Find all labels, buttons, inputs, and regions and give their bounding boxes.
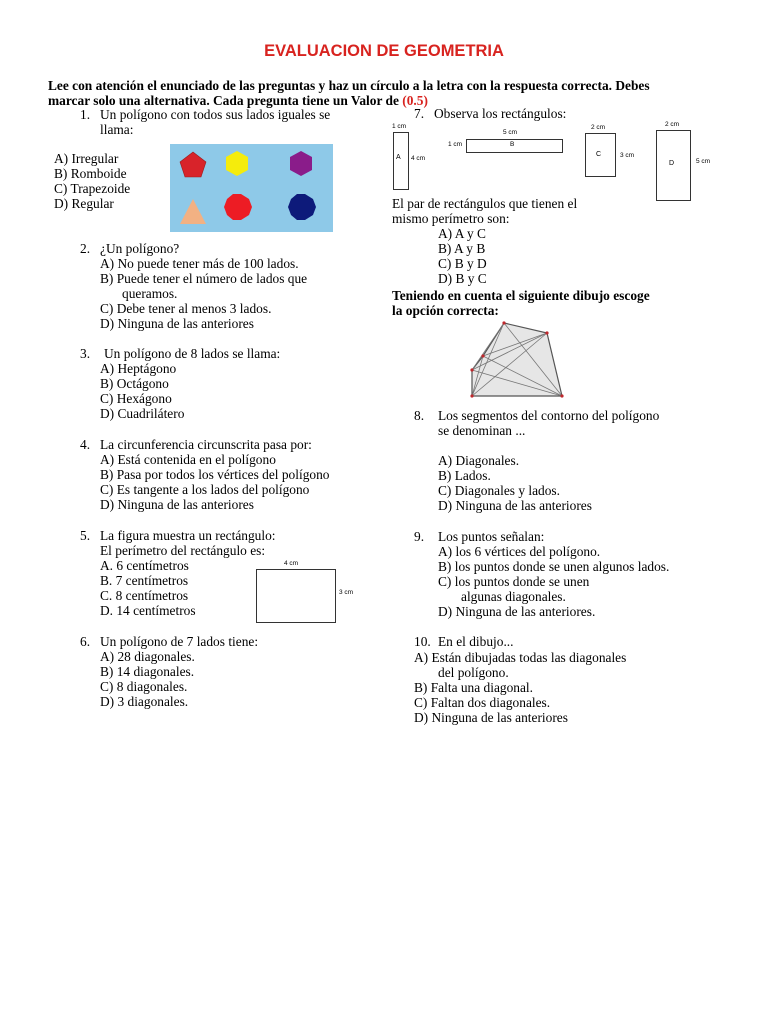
q10-number: 10. (414, 634, 431, 649)
q5-text-line-1: La figura muestra un rectángulo: (100, 528, 276, 543)
q10-option-d[interactable]: D) Ninguna de las anteriores (414, 710, 568, 725)
q2-text: ¿Un polígono? (100, 241, 180, 256)
q3-number: 3. (80, 346, 91, 361)
q10-option-b[interactable]: B) Falta una diagonal. (414, 680, 533, 695)
q1-text-line-1: Un polígono con todos sus lados iguales se (100, 107, 331, 122)
q7-text-line-1: El par de rectángulos que tienen el (392, 196, 578, 211)
q6-option-a[interactable]: A) 28 diagonales. (100, 649, 195, 664)
q7-number: 7. (414, 106, 425, 121)
vertex-point-3 (560, 394, 563, 397)
q7-option-d[interactable]: D) B y C (438, 271, 487, 286)
drawing-instruction-line-2: la opción correcta: (392, 303, 499, 318)
page-title: EVALUACION DE GEOMETRIA (264, 42, 504, 60)
q6-option-d[interactable]: D) 3 diagonales. (100, 694, 189, 709)
q1-option-a[interactable]: A) Irregular (54, 151, 119, 166)
q1-option-d[interactable]: D) Regular (54, 196, 114, 211)
q3-option-a[interactable]: A) Heptágono (100, 361, 177, 376)
rectangle-c-letter: C (596, 151, 602, 158)
q5-option-c[interactable]: C. 8 centímetros (100, 588, 189, 603)
q10-option-a-continued: del polígono. (438, 665, 509, 680)
rectangle-d-height-label: 5 cm (696, 158, 711, 165)
polygon-shapes-figure (170, 144, 333, 232)
q6-text: Un polígono de 7 lados tiene: (100, 634, 259, 649)
vertex-point-6 (481, 354, 484, 357)
q5-option-a[interactable]: A. 6 centímetros (100, 558, 189, 573)
vertex-point-4 (470, 394, 473, 397)
q9-option-c-continued: algunas diagonales. (461, 589, 566, 604)
q7-option-c[interactable]: C) B y D (438, 256, 487, 271)
q3-option-b[interactable]: B) Octágono (100, 376, 169, 391)
q8-option-c[interactable]: C) Diagonales y lados. (438, 483, 560, 498)
q1-option-c[interactable]: C) Trapezoide (54, 181, 131, 196)
q8-option-a[interactable]: A) Diagonales. (438, 453, 520, 468)
q8-text-line-1: Los segmentos del contorno del polígono (438, 408, 660, 423)
q10-text: En el dibujo... (438, 634, 514, 649)
drawing-instruction-line-1: Teniendo en cuenta el siguiente dibujo escoge (392, 288, 650, 303)
q1-text-line-2: llama: (100, 122, 134, 137)
q9-option-c[interactable]: C) los puntos donde se unen (438, 574, 590, 589)
q8-number: 8. (414, 408, 425, 423)
rectangle-c-width-label: 2 cm (591, 124, 606, 131)
q9-option-a[interactable]: A) los 6 vértices del polígono. (438, 544, 601, 559)
rectangle-b-width-label: 5 cm (503, 129, 518, 136)
rectangle-d-letter: D (669, 160, 675, 167)
q3-text: Un polígono de 8 lados se llama: (104, 346, 281, 361)
q1-number: 1. (80, 107, 91, 122)
q5-rectangle-figure (256, 569, 336, 623)
vertex-point-2 (545, 331, 548, 334)
q9-option-b[interactable]: B) los puntos donde se unen algunos lados. (438, 559, 670, 574)
q3-option-d[interactable]: D) Cuadrilátero (100, 406, 185, 421)
rectangle-a-letter: A (396, 154, 401, 161)
q2-number: 2. (80, 241, 91, 256)
q2-option-d[interactable]: D) Ninguna de las anteriores (100, 316, 254, 331)
q9-text: Los puntos señalan: (438, 529, 545, 544)
q6-option-c[interactable]: C) 8 diagonales. (100, 679, 188, 694)
q4-option-d[interactable]: D) Ninguna de las anteriores (100, 497, 254, 512)
q7-text-line-2: mismo perímetro son: (392, 211, 510, 226)
rectangle-c-height-label: 3 cm (620, 152, 635, 159)
vertex-point-5 (470, 368, 473, 371)
instructions-line-2: marcar solo una alternativa. Cada pregunta tiene un Valor de (0.5) (48, 93, 428, 108)
rectangle-b-height-label: 1 cm (448, 141, 463, 148)
q4-option-b[interactable]: B) Pasa por todos los vértices del polígono (100, 467, 330, 482)
q10-option-a[interactable]: A) Están dibujadas todas las diagonales (414, 650, 627, 665)
q1-option-b[interactable]: B) Romboide (54, 166, 127, 181)
q4-option-c[interactable]: C) Es tangente a los lados del polígono (100, 482, 310, 497)
q7-option-a[interactable]: A) A y C (438, 226, 486, 241)
vertex-point-1 (502, 321, 505, 324)
q9-number: 9. (414, 529, 425, 544)
q2-option-b[interactable]: B) Puede tener el número de lados que (100, 271, 308, 286)
q5-text-line-2: El perímetro del rectángulo es: (100, 543, 266, 558)
q10-option-c[interactable]: C) Faltan dos diagonales. (414, 695, 551, 710)
instructions-line-1: Lee con atención el enunciado de las preguntas y haz un círculo a la letra con la respuesta correcta. Debes (48, 78, 650, 93)
rectangle-b (466, 139, 563, 153)
q6-number: 6. (80, 634, 91, 649)
q8-option-b[interactable]: B) Lados. (438, 468, 491, 483)
instructions (48, 78, 728, 108)
q5-number: 5. (80, 528, 91, 543)
q4-text: La circunferencia circunscrita pasa por: (100, 437, 312, 452)
question-value: (0.5) (402, 93, 428, 108)
rectangle-a-height-label: 4 cm (411, 155, 426, 162)
q5-option-b[interactable]: B. 7 centímetros (100, 573, 189, 588)
q2-option-a[interactable]: A) No puede tener más de 100 lados. (100, 256, 299, 271)
q5-height-label: 3 cm (339, 589, 354, 596)
q4-option-a[interactable]: A) Está contenida en el polígono (100, 452, 276, 467)
q6-option-b[interactable]: B) 14 diagonales. (100, 664, 195, 679)
rectangle-d-width-label: 2 cm (665, 121, 680, 128)
rectangle-b-letter: B (510, 141, 515, 148)
q7-option-b[interactable]: B) A y B (438, 241, 486, 256)
q8-text-line-2: se denominan ... (438, 423, 526, 438)
polygon-diagonals-figure (470, 320, 570, 400)
q2-option-b-continued: queramos. (122, 286, 178, 301)
q4-number: 4. (80, 437, 91, 452)
q7-text: Observa los rectángulos: (434, 106, 567, 121)
rectangle-a-width-label: 1 cm (392, 123, 407, 130)
q9-option-d[interactable]: D) Ninguna de las anteriores. (438, 604, 596, 619)
q3-option-c[interactable]: C) Hexágono (100, 391, 172, 406)
q8-option-d[interactable]: D) Ninguna de las anteriores (438, 498, 592, 513)
q5-width-label: 4 cm (284, 560, 299, 567)
q5-option-d[interactable]: D. 14 centímetros (100, 603, 196, 618)
q2-option-c[interactable]: C) Debe tener al menos 3 lados. (100, 301, 272, 316)
